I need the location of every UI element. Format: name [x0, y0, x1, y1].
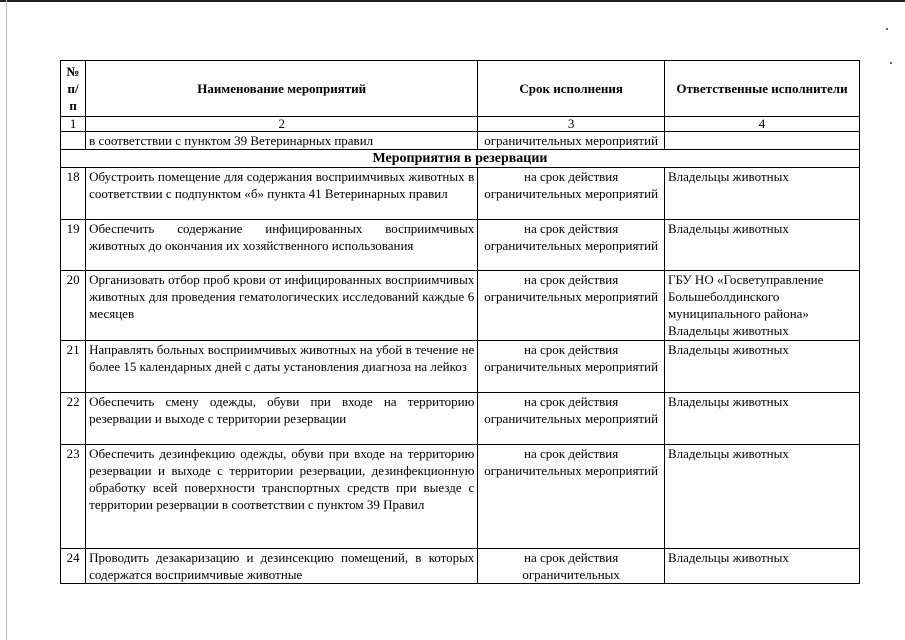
table-row	[61, 393, 860, 445]
measure-term: на срок действия ограничительных мероприятий	[478, 341, 665, 393]
table-row	[61, 445, 860, 549]
measure-responsible: Владельцы животных	[664, 220, 859, 271]
measure-term: на срок действия ограничительных	[478, 549, 665, 584]
measure-responsible: Владельцы животных	[664, 341, 859, 393]
measure-term: на срок действия ограничительных мероприятий	[478, 445, 665, 549]
scan-edge-line	[6, 0, 7, 640]
header-name: Наименование мероприятий	[86, 61, 478, 117]
measure-responsible: Владельцы животных	[664, 168, 859, 220]
header-term: Срок исполнения	[478, 61, 665, 117]
table-row	[61, 220, 860, 271]
row-number: 19	[61, 220, 86, 271]
table-row	[61, 549, 860, 584]
continued-row	[61, 132, 860, 150]
scan-speck	[886, 28, 888, 30]
measure-name: Направлять больных восприимчивых животных на убой в течение не более 15 календарных дней с даты установления диагноза на лейкоз	[86, 341, 478, 393]
measure-responsible	[664, 132, 859, 150]
measure-responsible: Владельцы животных	[664, 549, 859, 584]
col-number: 3	[478, 117, 665, 132]
row-number: 18	[61, 168, 86, 220]
column-number-row	[61, 117, 860, 132]
measure-term: на срок действия ограничительных мероприятий	[478, 168, 665, 220]
measure-responsible: Владельцы животных	[664, 445, 859, 549]
row-number: 23	[61, 445, 86, 549]
col-number: 4	[664, 117, 859, 132]
measure-term: на срок действия ограничительных мероприятий	[478, 220, 665, 271]
measure-responsible: Владельцы животных	[664, 393, 859, 445]
measure-responsible: ГБУ НО «Госветуправление Большеболдинского муниципального района» Владельцы животных	[664, 271, 859, 341]
measure-name: Проводить дезакаризацию и дезинсекцию помещений, в которых содержатся восприимчивые животные	[86, 549, 478, 584]
row-number	[61, 132, 86, 150]
measure-term: на срок действия ограничительных мероприятий	[478, 393, 665, 445]
table-row	[61, 271, 860, 341]
measure-name: Обустроить помещение для содержания восприимчивых животных в соответствии с подпунктом «б» пункта 41 Ветеринарных правил	[86, 168, 478, 220]
row-number: 24	[61, 549, 86, 584]
section-title: Мероприятия в резервации	[61, 150, 860, 168]
measure-term: на срок действия ограничительных мероприятий	[478, 271, 665, 341]
measure-name: Организовать отбор проб крови от инфицированных восприимчивых животных для проведения гематологических исследований каждые 6 месяцев	[86, 271, 478, 341]
measure-name: Обеспечить смену одежды, обуви при входе на территорию резервации и выходе с территории резервации	[86, 393, 478, 445]
measure-name: Обеспечить содержание инфицированных восприимчивых животных до окончания их хозяйственного использования	[86, 220, 478, 271]
row-number: 20	[61, 271, 86, 341]
header-num: № п/п	[61, 61, 86, 117]
section-row	[61, 150, 860, 168]
measures-table	[60, 60, 860, 584]
header-resp: Ответственные исполнители	[664, 61, 859, 117]
row-number: 21	[61, 341, 86, 393]
measure-term: ограничительных мероприятий	[478, 132, 665, 150]
table-row	[61, 341, 860, 393]
page-top-border	[0, 0, 905, 2]
table-header-row	[61, 61, 860, 117]
col-number: 1	[61, 117, 86, 132]
scan-speck	[890, 62, 892, 64]
table-row	[61, 168, 860, 220]
col-number: 2	[86, 117, 478, 132]
measure-name: Обеспечить дезинфекцию одежды, обуви при входе на территорию резервации и выходе с территории резервации, дезинфекционную обработку всей поверхности транспортных средств при выезде с территории резервации в соответствии с пунктом 39 Правил	[86, 445, 478, 549]
measure-name: в соответствии с пунктом 39 Ветеринарных правил	[86, 132, 478, 150]
row-number: 22	[61, 393, 86, 445]
